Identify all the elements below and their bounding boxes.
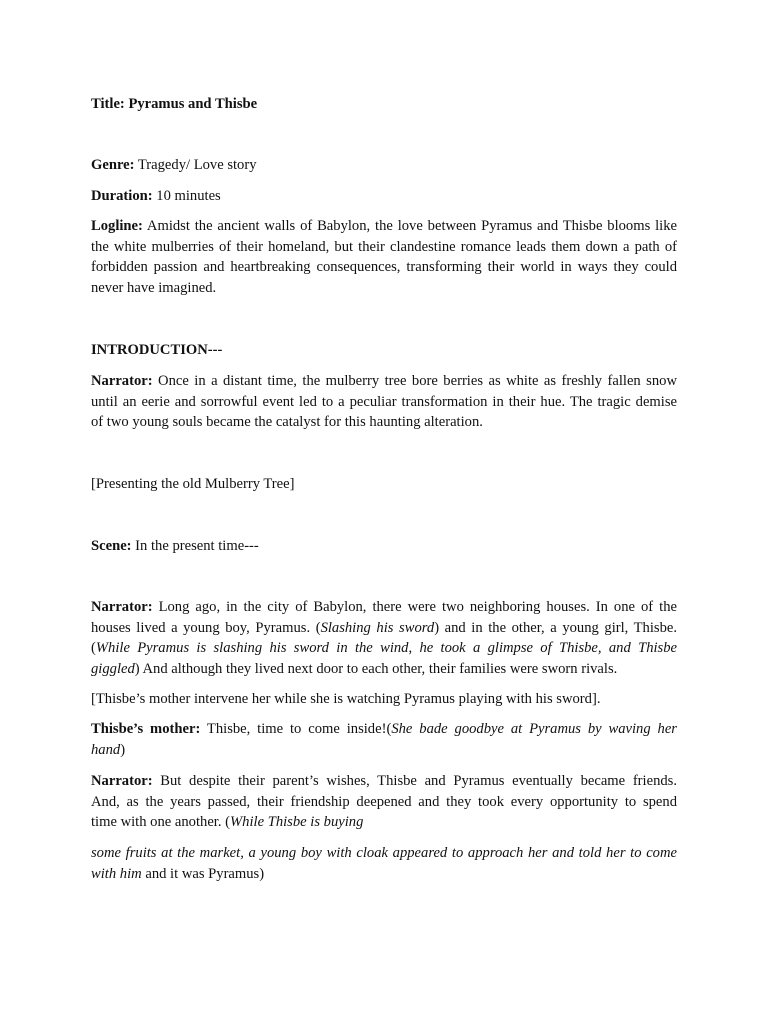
- genre-line: [91, 155, 677, 176]
- logline-line: forbidden passion and heartbreaking consequences, transforming their world in ways they could: [91, 259, 677, 275]
- duration-line: [91, 186, 677, 207]
- title-line: [91, 94, 677, 115]
- narrator-paragraph-3: Narrator: But despite their parent’s wishes, Thisbe and Pyramus eventually became friends. And, as the years passed, their friendship deepened and they took every opportunity to spend time with one another. (While Thisbe is buying: [91, 773, 677, 830]
- duration-text: 10 minutes: [152, 188, 221, 204]
- duration-label: Duration:: [91, 188, 153, 204]
- title-label: Title:: [91, 96, 125, 112]
- narrator-label: Narrator:: [91, 773, 153, 789]
- scene-text: In the present time---: [131, 538, 259, 554]
- logline-label: Logline:: [91, 218, 143, 234]
- logline-line: never have imagined.: [91, 279, 217, 296]
- title-text: Pyramus and Thisbe: [128, 96, 258, 112]
- stage-direction-2: [Thisbe’s mother intervene her while she is watching Pyramus playing with his sword].: [91, 691, 601, 707]
- introduction-heading: INTRODUCTION---: [91, 342, 223, 358]
- scene-line: [91, 536, 677, 557]
- logline-line: the white mulberries of their homeland, but their clandestine romance leads them down a path of: [91, 238, 677, 255]
- stage-direction-1: [Presenting the old Mulberry Tree]: [91, 476, 295, 492]
- narrator-paragraph-1: Narrator: Once in a distant time, the mulberry tree bore berries as white as freshly fallen snow until an eerie and sorrowful event led to a peculiar transformation in their hue. The tragic demise of two young souls became the catalyst for this haunting alteration.: [91, 373, 677, 430]
- genre-text: Tragedy/ Love story: [134, 157, 257, 173]
- scene-label: Scene:: [91, 538, 132, 554]
- narrator-paragraph-2: Narrator: Long ago, in the city of Babylon, there were two neighboring houses. In one of the houses lived a young boy, Pyramus. (Slashing his sword) and in the other, a young girl, Thisbe. (While Pyramus is slashing his sword in the wind, he took a glimpse of Thisbe, and Thisbe giggled) And although they lived next door to each other, their families were sworn rivals.: [91, 599, 678, 677]
- thisbes-mother-paragraph: Thisbe’s mother: Thisbe, time to come inside!(She bade goodbye at Pyramus by waving her hand): [91, 721, 677, 758]
- narrator-label: Narrator:: [91, 599, 153, 615]
- character-label: Thisbe’s mother:: [91, 721, 201, 737]
- logline-line: Logline: Amidst the ancient walls of Babylon, the love between Pyramus and Thisbe blooms like: [91, 218, 677, 234]
- continuation-paragraph: some fruits at the market, a young boy with cloak appeared to approach her and told her to come with him and it was Pyramus): [91, 845, 677, 882]
- genre-label: Genre:: [91, 157, 135, 173]
- narrator-label: Narrator:: [91, 373, 153, 389]
- logline-paragraph: [91, 216, 677, 298]
